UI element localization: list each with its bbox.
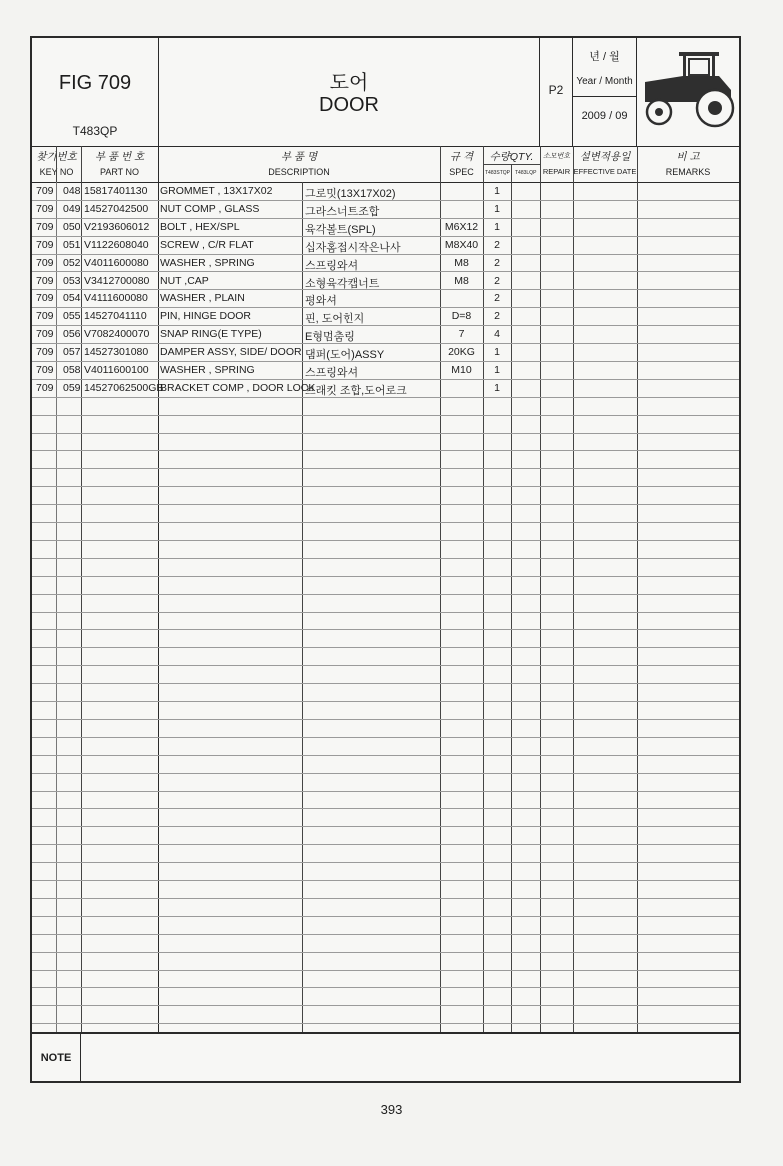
page-code: P2 <box>548 83 564 97</box>
col-remarks-english: REMARKS <box>665 167 711 177</box>
col-key-english: KEY NO <box>39 167 74 177</box>
description-cell: DAMPER ASSY, SIDE/ DOOR <box>160 346 302 359</box>
rule <box>56 146 57 182</box>
note-label: NOTE <box>32 1034 81 1083</box>
table-row <box>32 826 739 845</box>
table-row <box>32 665 739 684</box>
table-row <box>32 289 739 308</box>
description-cell: NUT COMP , GLASS <box>160 202 260 215</box>
spec-cell: 7 <box>458 328 465 341</box>
table-row <box>32 218 739 237</box>
table-row <box>32 916 739 935</box>
key-number-cell: 048 <box>63 185 81 197</box>
table-row <box>32 307 739 326</box>
col-repair-korean: 소모번호 <box>542 153 571 160</box>
quantity-cell: 1 <box>494 202 500 215</box>
description-cell: BOLT , HEX/SPL <box>160 220 240 233</box>
korean-name-cell: 십자홈접시작은나사 <box>305 241 401 254</box>
description-cell: SNAP RING(E TYPE) <box>160 328 262 341</box>
part-number-cell: V2193606012 <box>84 220 150 233</box>
table-row <box>32 504 739 523</box>
korean-name-cell: 평와셔 <box>305 295 337 308</box>
part-number-cell: V4111600080 <box>84 292 148 305</box>
table-row <box>32 898 739 917</box>
table-row <box>32 486 739 505</box>
col-desc-english: DESCRIPTION <box>268 167 330 177</box>
part-number-cell: 14527062500GB <box>84 381 164 394</box>
quantity-cell: 1 <box>494 381 500 394</box>
quantity-cell: 2 <box>494 274 500 287</box>
table-row <box>32 755 739 774</box>
table-row <box>32 791 739 810</box>
fig-number-cell: 709 <box>36 328 54 341</box>
key-number-cell: 057 <box>63 346 81 359</box>
table-row <box>32 737 739 756</box>
quantity-cell: 1 <box>494 346 500 359</box>
quantity-cell: 1 <box>494 220 500 233</box>
table-row <box>32 415 739 434</box>
table-row <box>32 880 739 899</box>
table-row <box>32 272 739 291</box>
korean-name-cell: 그라스너트조합 <box>305 205 380 218</box>
col-remarks <box>637 146 739 182</box>
part-number-cell: V4011600080 <box>84 256 149 269</box>
table-row <box>32 701 739 720</box>
table-row <box>32 540 739 559</box>
table-row <box>32 361 739 380</box>
fig-number-cell: 709 <box>36 238 54 251</box>
year-month-korean: 년 / 월 <box>589 51 620 63</box>
table-row <box>32 576 739 595</box>
description-cell: PIN, HINGE DOOR <box>160 310 252 323</box>
part-number-cell: 14527042500 <box>84 202 149 215</box>
col-desc-korean: 부 품 명 <box>280 151 318 163</box>
col-repair <box>540 146 573 182</box>
korean-name-cell: 그로밋(13X17X02) <box>305 188 396 200</box>
parts-sheet <box>30 36 741 1083</box>
table-row <box>32 594 739 613</box>
table-row <box>32 612 739 631</box>
quantity-cell: 4 <box>494 328 500 341</box>
description-cell: SCREW , C/R FLAT <box>160 238 254 251</box>
key-number-cell: 050 <box>63 220 81 233</box>
korean-name-cell: 브래킷 조합,도어로크 <box>305 384 407 397</box>
year-month-cell <box>573 38 637 146</box>
table-row <box>32 379 739 398</box>
fig-number-cell: 709 <box>36 292 54 305</box>
table-row <box>32 558 739 577</box>
part-number-cell: 14527041110 <box>84 310 147 323</box>
col-key-korean: 찾기번호 <box>36 151 77 163</box>
fig-number-cell: 709 <box>36 256 54 269</box>
logo-cell <box>637 38 739 146</box>
table-row <box>32 433 739 452</box>
key-number-cell: 052 <box>63 256 81 269</box>
table-row <box>32 200 739 219</box>
fig-number-cell: 709 <box>36 220 54 233</box>
table-row <box>32 325 739 344</box>
col-effective-korean: 설변적용일 <box>579 151 631 163</box>
col-qty-korean: 수량QTY. <box>489 151 534 163</box>
description-cell: BRACKET COMP , DOOR LOCK <box>160 381 316 394</box>
table-row <box>32 970 739 989</box>
table-row <box>32 630 739 649</box>
spec-cell: M6X12 <box>444 220 479 233</box>
table-row <box>32 1005 739 1024</box>
key-number-cell: 051 <box>63 238 81 251</box>
spec-cell: M10 <box>451 364 472 376</box>
tractor-icon <box>639 46 737 136</box>
key-number-cell: 054 <box>63 292 81 305</box>
korean-name-cell: 소형육각캡너트 <box>305 277 380 290</box>
table-row <box>32 952 739 971</box>
col-desc <box>158 146 440 182</box>
spec-cell: D=8 <box>451 310 472 323</box>
korean-name-cell: 스프링와셔 <box>305 259 359 272</box>
spec-cell: 20KG <box>448 346 475 359</box>
title-cell <box>159 38 540 146</box>
table-row <box>32 719 739 738</box>
table-row <box>32 773 739 792</box>
quantity-cell: 1 <box>494 185 500 197</box>
table-row <box>32 809 739 828</box>
fig-number-cell: 709 <box>36 346 54 359</box>
description-cell: NUT ,CAP <box>160 274 209 287</box>
table-row <box>32 988 739 1007</box>
korean-name-cell: 핀, 도어힌지 <box>305 313 365 326</box>
fig-number-cell: 709 <box>36 274 54 287</box>
spec-cell: M8 <box>454 256 469 269</box>
korean-name-cell: E형멈춤링 <box>305 331 355 344</box>
note-area <box>32 1032 739 1083</box>
fig-number-cell: 709 <box>36 381 54 394</box>
key-number-cell: 058 <box>63 364 81 376</box>
key-number-cell: 049 <box>63 202 81 215</box>
table-row <box>32 862 739 881</box>
part-number-cell: V7082400070 <box>84 328 150 341</box>
col-part-english: PART NO <box>99 167 139 177</box>
key-number-cell: 059 <box>63 381 81 394</box>
model-code: T483QP <box>72 124 118 138</box>
year-month-value: 2009 / 09 <box>581 110 628 122</box>
table-row <box>32 647 739 666</box>
description-cell: WASHER , SPRING <box>160 256 255 269</box>
column-header <box>32 146 739 183</box>
quantity-cell: 1 <box>494 364 500 376</box>
spec-cell: M8X40 <box>444 238 479 251</box>
col-spec-korean: 규 격 <box>449 151 474 163</box>
korean-name-cell: 육각볼트(SPL) <box>305 223 376 236</box>
korean-name-cell: 스프링와셔 <box>305 367 359 379</box>
part-number-cell: V3412700080 <box>84 274 150 287</box>
year-month-english: Year / Month <box>576 76 633 87</box>
table-row <box>32 934 739 953</box>
fig-number-cell: 709 <box>36 185 54 197</box>
quantity-cell: 2 <box>494 256 500 269</box>
col-spec <box>440 146 483 182</box>
title-korean: 도어 <box>329 72 369 94</box>
quantity-cell: 2 <box>494 238 500 251</box>
table-row <box>32 182 739 201</box>
part-number-cell: V4011600100 <box>84 364 149 376</box>
fig-cell <box>32 38 159 146</box>
table-row <box>32 343 739 362</box>
table-row <box>32 451 739 470</box>
qty-sub-divider <box>483 164 540 165</box>
quantity-cell: 2 <box>494 292 500 305</box>
spec-cell: M8 <box>454 274 469 287</box>
col-effective-english: EFFECTIVE DATE <box>573 167 637 176</box>
col-repair-english: REPAIR <box>542 167 571 176</box>
part-number-cell: 14527301080 <box>84 346 149 359</box>
fig-number: FIG 709 <box>58 72 132 94</box>
description-cell: GROMMET , 13X17X02 <box>160 185 273 197</box>
fig-number-cell: 709 <box>36 310 54 323</box>
col-remarks-korean: 비 고 <box>676 151 700 163</box>
description-cell: WASHER , SPRING <box>160 364 255 376</box>
table-row <box>32 397 739 416</box>
col-part <box>81 146 158 182</box>
col-part-korean: 부 품 번 호 <box>94 151 145 163</box>
col-qty-sub1: T483STQP <box>485 170 511 176</box>
table-row <box>32 844 739 863</box>
key-number-cell: 055 <box>63 310 81 323</box>
page-number: 393 <box>380 1102 403 1117</box>
key-number-cell: 053 <box>63 274 81 287</box>
fig-number-cell: 709 <box>36 364 54 376</box>
divider <box>573 96 636 97</box>
page-cell <box>540 38 573 146</box>
col-spec-english: SPEC <box>449 167 474 177</box>
table-row <box>32 236 739 255</box>
title-english: DOOR <box>319 94 379 116</box>
table-row <box>32 468 739 487</box>
table-row <box>32 683 739 702</box>
part-number-cell: 15817401130 <box>84 185 148 197</box>
table-row <box>32 522 739 541</box>
col-qty-sub2: T483LQP <box>515 170 537 176</box>
description-cell: WASHER , PLAIN <box>160 292 245 305</box>
key-number-cell: 056 <box>63 328 81 341</box>
quantity-cell: 2 <box>494 310 500 323</box>
part-number-cell: V1122608040 <box>84 238 149 251</box>
korean-name-cell: 댐퍼(도어)ASSY <box>305 349 385 362</box>
sheet-header <box>32 38 739 147</box>
fig-number-cell: 709 <box>36 202 54 215</box>
col-effective <box>573 146 637 182</box>
table-row <box>32 254 739 273</box>
